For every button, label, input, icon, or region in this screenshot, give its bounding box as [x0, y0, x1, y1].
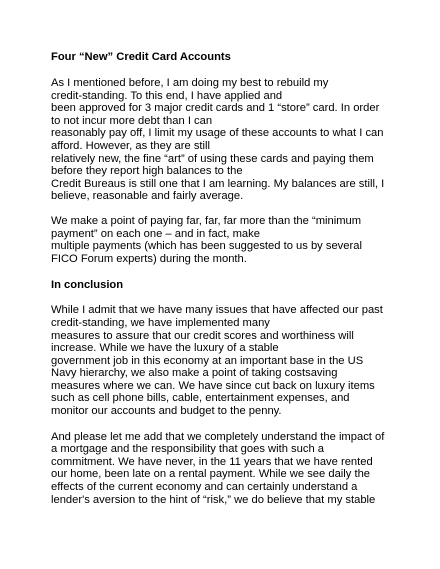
- text-line: believe, reasonable and fairly average.: [51, 190, 244, 203]
- paragraph-payments: [51, 215, 390, 265]
- text-line: credit-standing. To this end, I have applied and: [51, 89, 283, 102]
- paragraph-mortgage: [51, 431, 390, 507]
- text-line: While I admit that we have many issues that have affected our past: [51, 304, 383, 317]
- text-line: FICO Forum experts) during the month.: [51, 252, 247, 265]
- spacer: [51, 265, 390, 278]
- text-line: government job in this economy at an important base in the US: [51, 354, 364, 367]
- text-line: our home, been late on a rental payment. While we see daily the: [51, 468, 371, 481]
- text-line: commitment. We have never, in the 11 years that we have rented: [51, 455, 373, 468]
- text-line: As I mentioned before, I am doing my best to rebuild my: [51, 77, 329, 89]
- text-line: effects of the current economy and can certainly understand a: [51, 481, 358, 494]
- spacer: [51, 203, 390, 215]
- document-title: Four “New” Credit Card Accounts: [51, 51, 231, 63]
- text-line: monitor our accounts and budget to the penny.: [51, 405, 282, 418]
- text-line: payment” on each one – and in fact, make: [51, 227, 260, 240]
- text-line: relatively new, the fine “art” of using these cards and paying them: [51, 152, 374, 165]
- section-heading-conclusion: In conclusion: [51, 279, 124, 292]
- text-line: measures to assure that our credit scores and worthiness will: [51, 329, 354, 342]
- text-line: to not incur more debt than I can: [51, 114, 213, 127]
- text-line: a mortgage and the responsibility that goes with such a: [51, 443, 325, 456]
- spacer: [51, 418, 390, 431]
- text-line: lender's aversion to the hint of “risk,” we do believe that my stable: [51, 493, 376, 506]
- spacer: [51, 292, 390, 304]
- text-line: credit-standing, we have implemented many: [51, 316, 270, 329]
- text-line: Navy hierarchy, we also make a point of taking costsaving: [51, 367, 338, 380]
- paragraph-conclusion: [51, 304, 390, 417]
- text-line: afford. However, as they are still: [51, 139, 210, 152]
- text-line: reasonably pay off, I limit my usage of these accounts to what I can: [51, 127, 384, 140]
- text-line: Credit Bureaus is still one that I am learning. My balances are still, I: [51, 177, 385, 190]
- text-line: before they report high balances to the: [51, 165, 243, 178]
- spacer: [51, 64, 390, 77]
- text-line: multiple payments (which has been suggested to us by several: [51, 240, 362, 253]
- text-line: measures where we can. We have since cut back on luxury items: [51, 379, 375, 392]
- text-line: been approved for 3 major credit cards and 1 “store” card. In order: [51, 102, 380, 115]
- text-line: And please let me add that we completely understand the impact of: [51, 430, 385, 443]
- text-line: We make a point of paying far, far, far more than the “minimum: [51, 214, 362, 227]
- text-line: such as cell phone bills, cable, entertainment expenses, and: [51, 392, 350, 405]
- paragraph-rebuild-credit: [51, 77, 390, 203]
- text-line: increase. While we have the luxury of a stable: [51, 342, 279, 355]
